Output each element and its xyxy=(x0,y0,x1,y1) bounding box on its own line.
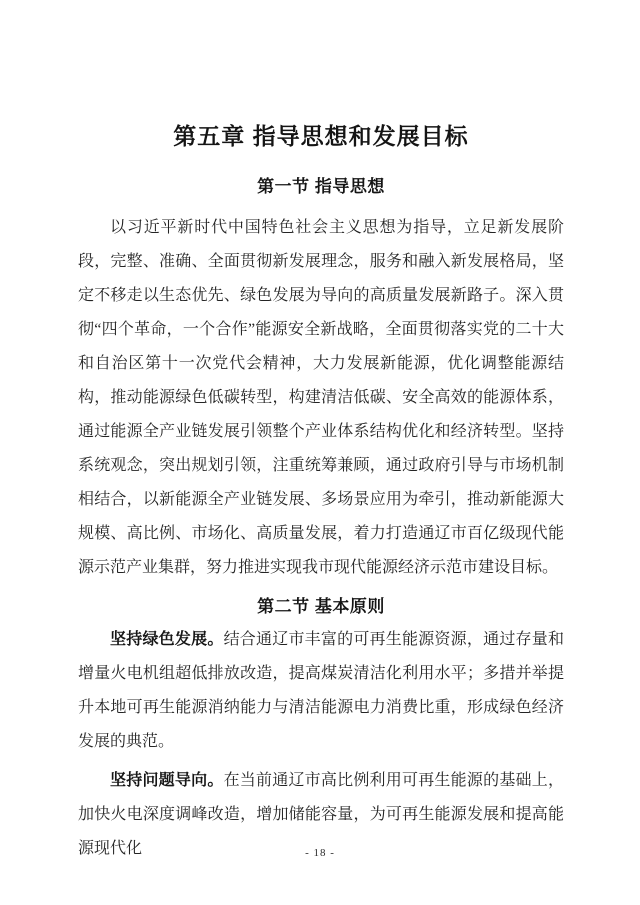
section-title-guiding-ideology: 第一节 指导思想 xyxy=(257,177,385,196)
section-title-basic-principles: 第二节 基本原则 xyxy=(257,597,385,616)
paragraph-lead-problem-orientation: 坚持问题导向。 xyxy=(110,772,224,789)
paragraph-text: 结合通辽市丰富的可再生能源资源，通过存量和增量火电机组超低排放改造，提高煤炭清洁化利用水平；多措并举提升本地可再生能源消纳能力与清洁能源电力消费比重，形成绿色经济发展的典范。 xyxy=(78,631,564,750)
paragraph-text: 以习近平新时代中国特色社会主义思想为指导，立足新发展阶段，完整、准确、全面贯彻新发展理念，服务和融入新发展格局，坚定不移走以生态优先、绿色发展为导向的高质量发展新路子。深入贯彻“四个革命，一个合作”能源安全新战略，全面贯彻落实党的二十大和自治区第十一次党代会精神，大力发展新能源，优化调整能源结构，推动能源绿色低碳转型，构建清洁低碳、安全高效的能源体系，通过能源全产业链发展引领整个产业体系结构优化和经济转型。坚持系统观念，突出规划引领，注重统筹兼顾，通过政府引导与市场机制相结合，以新能源全产业链发展、多场景应用为牵引，推动新能源大规模、高比例、市场化、高质量发展，着力打造通辽市百亿级现代能源示范产业集群，努力推进实现我市现代能源经济示范市建设目标。 xyxy=(78,219,564,576)
paragraph-text: 在当前通辽市高比例利用可再生能源的基础上，加快火电深度调峰改造，增加储能容量，为可再生能源发展和提高能源现代化 xyxy=(78,772,564,857)
chapter-title: 第五章 指导思想和发展目标 xyxy=(173,123,469,149)
paragraph-guiding-ideology xyxy=(78,211,564,585)
paragraph-green-development xyxy=(78,623,564,759)
page-number: - 18 - xyxy=(305,847,335,859)
paragraph-lead-green-development: 坚持绿色发展。 xyxy=(110,631,224,648)
